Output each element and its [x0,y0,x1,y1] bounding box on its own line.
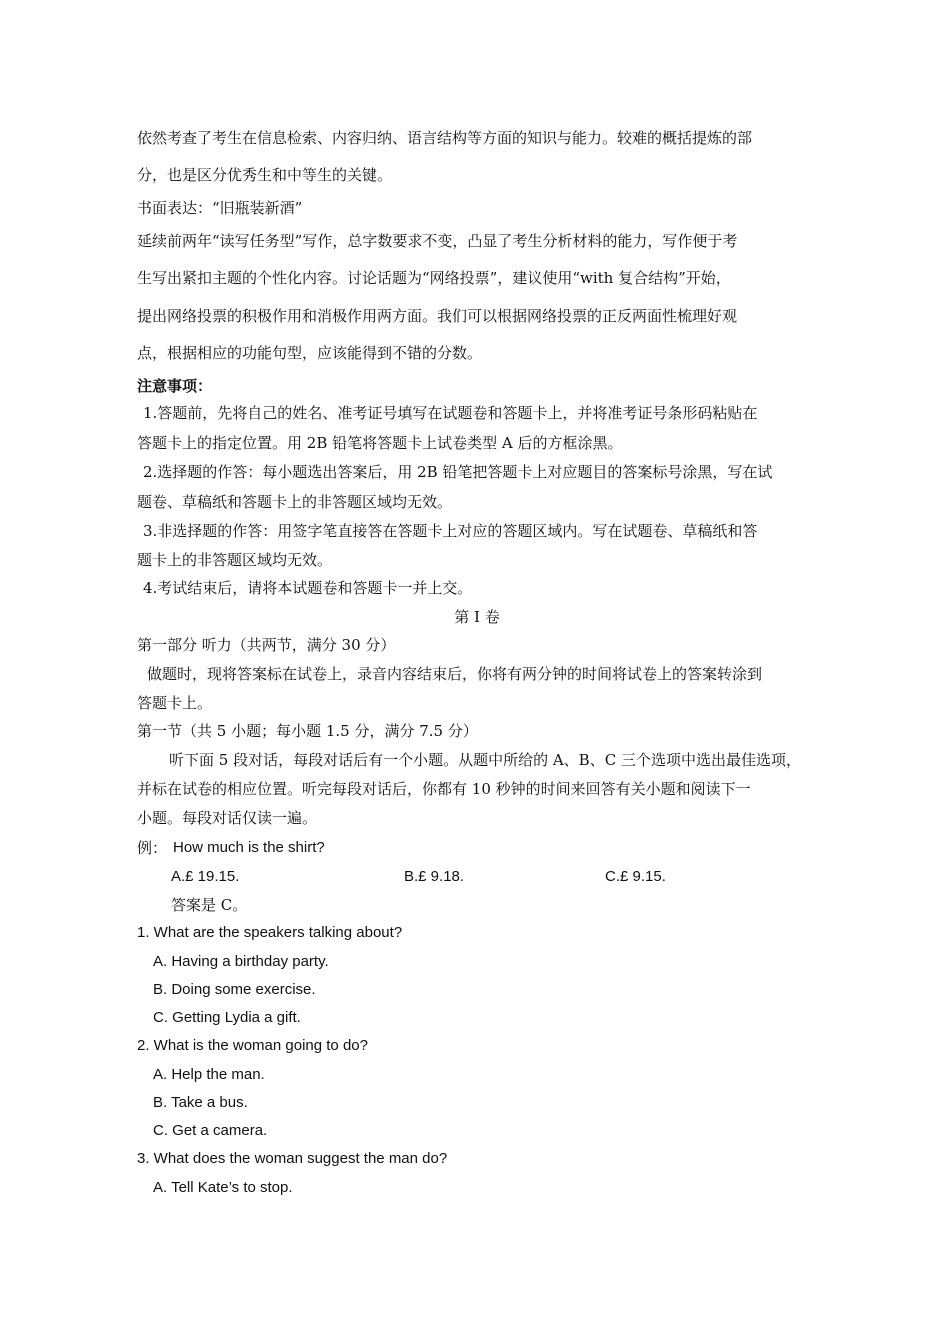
section-1-intro-line-2: 并标在试卷的相应位置。听完每段对话后，你都有 10 秒钟的时间来回答有关小题和阅读下一 [137,780,751,798]
notice-item-2-line-1: 2.选择题的作答：每小题选出答案后，用 2B 铅笔把答题卡上对应题目的答案标号涂黑，写在试 [143,463,773,481]
analysis-paragraph-2-line-2: 生写出紧扣主题的个性化内容。讨论话题为“网络投票”，建议使用“with 复合结构”开始， [137,269,731,287]
analysis-paragraph-2-line-3: 提出网络投票的积极作用和消极作用两方面。我们可以根据网络投票的正反两面性梳理好观 [137,307,738,325]
question-3-option-a: A. Tell Kate’s to stop. [153,1179,293,1196]
example-label: 例： [137,839,168,857]
notice-item-2-line-2: 题卷、草稿纸和答题卡上的非答题区域均无效。 [137,493,453,511]
part-1-intro-line-1: 做题时，现将答案标在试卷上，录音内容结束后，你将有两分钟的时间将试卷上的答案转涂到 [147,665,763,683]
question-1: 1. What are the speakers talking about? [137,924,403,941]
part-1-title: 第一部分 听力（共两节，满分 30 分） [137,636,396,654]
section-1-title: 第一节（共 5 小题；每小题 1.5 分，满分 7.5 分） [137,722,478,740]
volume-title: 第 I 卷 [454,608,500,626]
example-answer: 答案是 C。 [171,896,248,914]
question-2-option-a: A. Help the man. [153,1066,265,1083]
analysis-paragraph-2-line-4: 点，根据相应的功能句型，应该能得到不错的分数。 [137,344,483,362]
example-option-a: A.£ 19.15. [171,868,240,885]
question-2: 2. What is the woman going to do? [137,1037,368,1054]
notice-heading: 注意事项： [137,377,213,395]
notice-item-1-line-2: 答题卡上的指定位置。用 2B 铅笔将答题卡上试卷类型 A 后的方框涂黑。 [137,434,623,452]
section-1-intro-line-1: 听下面 5 段对话，每段对话后有一个小题。从题中所给的 A、B、C 三个选项中选出最佳选项， [169,751,801,769]
notice-item-1-line-1: 1.答题前，先将自己的姓名、准考证号填写在试题卷和答题卡上，并将准考证号条形码粘贴在 [143,404,758,422]
example-option-b: B.£ 9.18. [404,868,465,885]
analysis-paragraph-1-line-2: 分，也是区分优秀生和中等生的关键。 [137,166,393,184]
question-2-option-c: C. Get a camera. [153,1122,268,1139]
example-option-c: C.£ 9.15. [605,868,666,885]
notice-item-4: 4.考试结束后，请将本试题卷和答题卡一并上交。 [143,579,473,597]
notice-item-3-line-1: 3.非选择题的作答：用签字笔直接答在答题卡上对应的答题区域内。写在试题卷、草稿纸和答 [143,522,758,540]
analysis-paragraph-2-line-1: 延续前两年“读写任务型”写作，总字数要求不变，凸显了考生分析材料的能力，写作便于考 [137,232,738,250]
question-1-option-c: C. Getting Lydia a gift. [153,1009,301,1026]
writing-section-heading: 书面表达：“旧瓶装新酒” [137,199,303,217]
notice-item-3-line-2: 题卡上的非答题区域均无效。 [137,551,333,569]
question-1-option-a: A. Having a birthday party. [153,953,329,970]
example-question: How much is the shirt? [173,839,325,856]
part-1-intro-line-2: 答题卡上。 [137,694,213,712]
analysis-paragraph-1-line-1: 依然考查了考生在信息检索、内容归纳、语言结构等方面的知识与能力。较难的概括提炼的部 [137,129,753,147]
question-1-option-b: B. Doing some exercise. [153,981,316,998]
section-1-intro-line-3: 小题。每段对话仅读一遍。 [137,809,318,827]
question-2-option-b: B. Take a bus. [153,1094,248,1111]
question-3: 3. What does the woman suggest the man do? [137,1150,448,1167]
